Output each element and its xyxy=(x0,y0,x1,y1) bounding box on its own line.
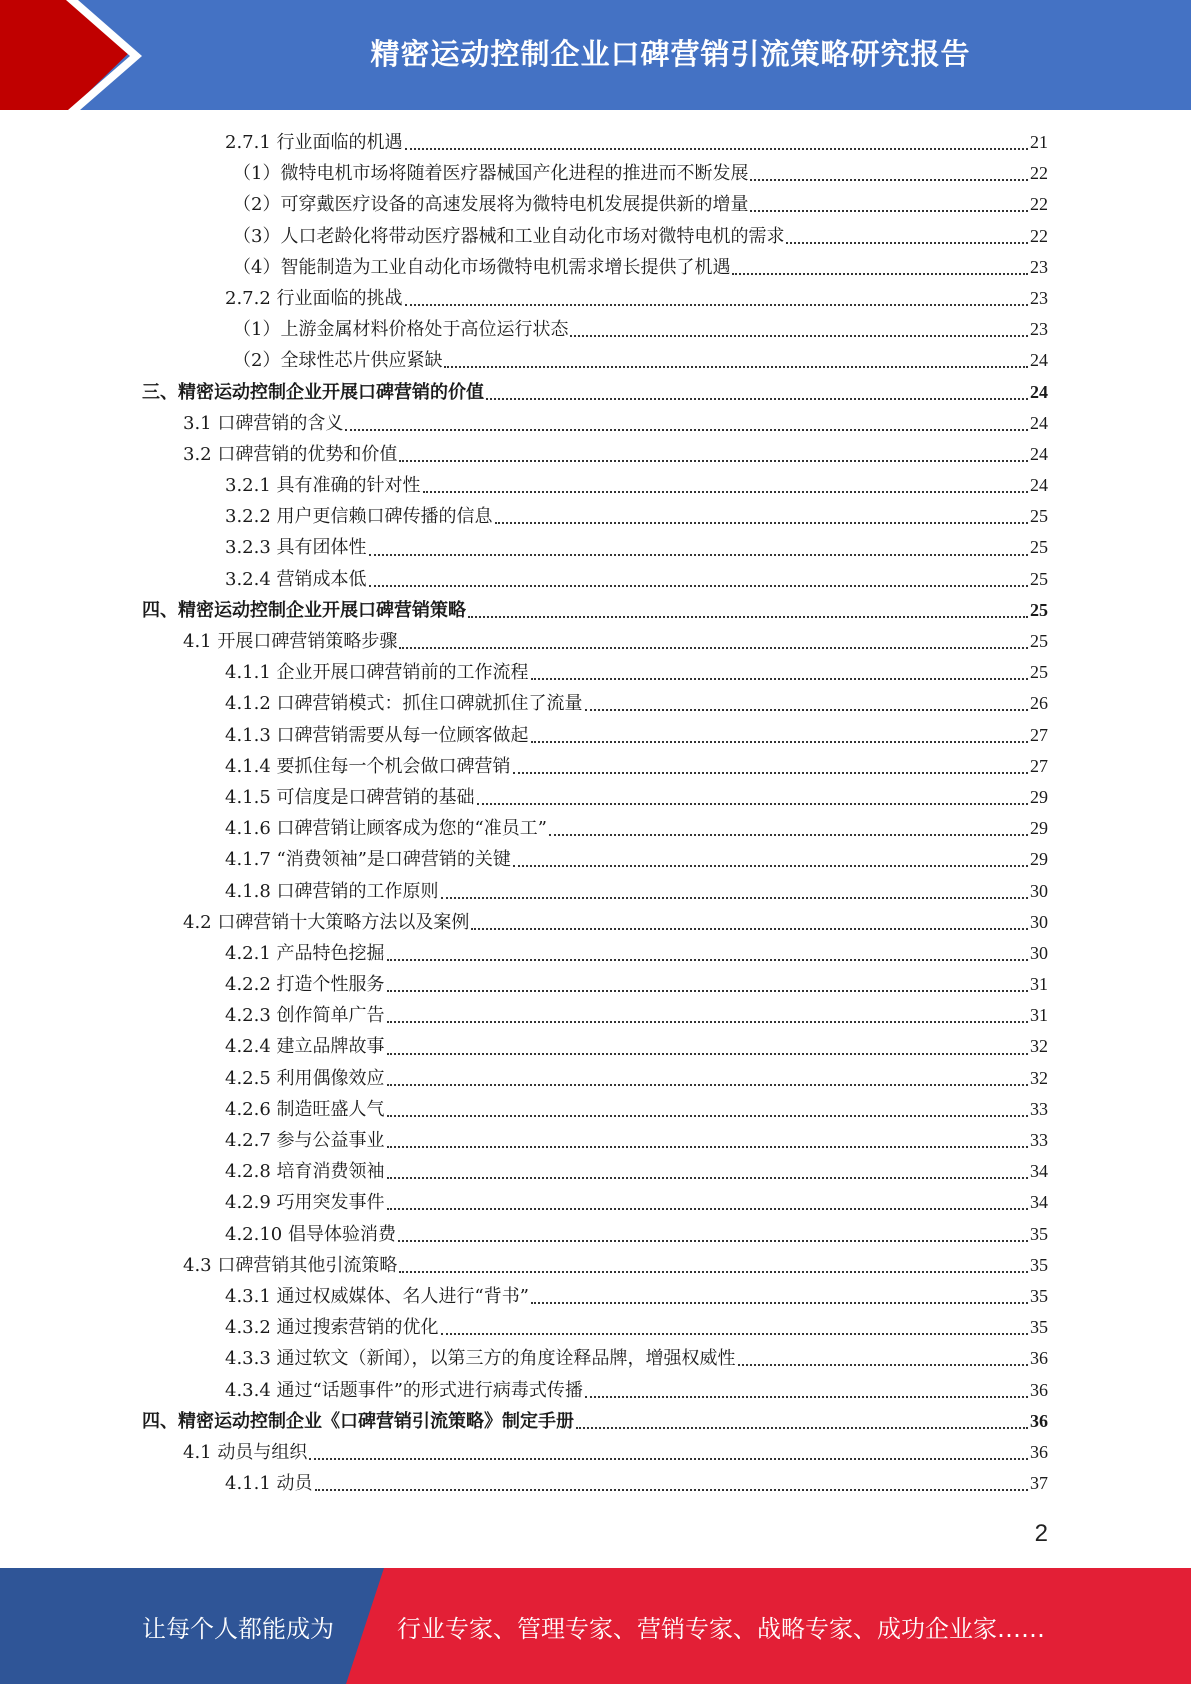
toc-entry[interactable] xyxy=(0,1343,1191,1374)
toc-dot-leader xyxy=(387,1145,1028,1148)
toc-entry-page: 32 xyxy=(1030,1067,1048,1088)
toc-entry-page: 36 xyxy=(1030,1348,1048,1369)
toc-dot-leader xyxy=(387,989,1028,992)
toc-dot-leader xyxy=(387,1052,1028,1055)
toc-entry-page: 37 xyxy=(1030,1473,1048,1494)
toc-dot-leader xyxy=(387,1176,1028,1179)
toc-entry-title: 3.2.3 具有团体性 xyxy=(225,537,367,559)
toc-dot-leader xyxy=(398,1239,1028,1242)
toc-dot-leader xyxy=(423,490,1028,493)
toc-entry-page: 31 xyxy=(1030,974,1048,995)
toc-entry-page: 25 xyxy=(1030,662,1048,683)
toc-entry-page: 30 xyxy=(1030,911,1048,932)
toc-entry[interactable] xyxy=(0,1375,1191,1406)
toc-entry[interactable] xyxy=(0,221,1191,252)
toc-dot-leader xyxy=(405,303,1028,306)
toc-dot-leader xyxy=(309,1457,1028,1460)
toc-dot-leader xyxy=(786,241,1028,244)
toc-entry-title: 4.2.10 倡导体验消费 xyxy=(225,1223,396,1245)
toc-entry-page: 33 xyxy=(1030,1130,1048,1150)
toc-entry-title: （3）人口老龄化将带动医疗器械和工业自动化市场对微特电机的需求 xyxy=(233,225,785,247)
toc-entry-title: 4.2.5 利用偶像效应 xyxy=(225,1067,385,1089)
toc-entry[interactable] xyxy=(0,1094,1191,1125)
footer-slogan-left: 让每个人都能成为 xyxy=(142,1614,334,1643)
toc-entry-page: 23 xyxy=(1030,256,1048,277)
toc-entry[interactable] xyxy=(0,813,1191,844)
toc-dot-leader xyxy=(732,272,1028,275)
toc-entry[interactable] xyxy=(0,595,1191,626)
toc-dot-leader xyxy=(387,1114,1028,1117)
toc-entry[interactable] xyxy=(0,1125,1191,1156)
header-chevron-decoration xyxy=(0,0,160,110)
toc-entry-page: 25 xyxy=(1030,631,1048,651)
toc-entry-page: 29 xyxy=(1030,786,1048,807)
footer-slogan-right: 行业专家、管理专家、营销专家、战略专家、成功企业家…… xyxy=(397,1614,1045,1643)
toc-entry-page: 29 xyxy=(1030,818,1048,839)
toc-entry-title: 四、精密运动控制企业《口碑营销引流策略》制定手册 xyxy=(142,1410,574,1432)
toc-entry-title: 4.1.6 口碑营销让顾客成为您的“准员工” xyxy=(225,818,547,840)
toc-entry[interactable] xyxy=(0,189,1191,220)
toc-entry-title: 4.2.4 建立品牌故事 xyxy=(225,1036,385,1058)
toc-dot-leader xyxy=(369,584,1028,587)
toc-entry[interactable] xyxy=(0,564,1191,595)
toc-dot-leader xyxy=(585,1395,1028,1398)
toc-entry-title: 3.2.1 具有准确的针对性 xyxy=(225,475,421,497)
toc-dot-leader xyxy=(738,1363,1028,1366)
toc-entry-page: 35 xyxy=(1030,1317,1048,1338)
toc-entry[interactable] xyxy=(0,626,1191,657)
toc-entry-title: （1）微特电机市场将随着医疗器械国产化进程的推进而不断发展 xyxy=(233,163,749,185)
toc-entry[interactable] xyxy=(0,1000,1191,1031)
toc-entry-page: 35 xyxy=(1030,1223,1048,1244)
toc-entry-title: （2）可穿戴医疗设备的高速发展将为微特电机发展提供新的增量 xyxy=(233,194,749,216)
toc-entry-page: 22 xyxy=(1030,163,1048,184)
toc-entry[interactable] xyxy=(0,158,1191,189)
toc-entry[interactable] xyxy=(0,501,1191,532)
toc-dot-leader xyxy=(399,459,1028,462)
toc-entry-title: （2）全球性芯片供应紧缺 xyxy=(233,350,443,372)
toc-entry-page: 24 xyxy=(1030,412,1048,433)
toc-entry-title: 4.3.4 通过“话题事件”的形式进行病毒式传播 xyxy=(225,1379,583,1401)
toc-entry[interactable] xyxy=(0,532,1191,563)
toc-entry-title: 4.2.2 打造个性服务 xyxy=(225,974,385,996)
toc-entry[interactable] xyxy=(0,314,1191,345)
toc-entry-title: 4.2.9 巧用突发事件 xyxy=(225,1192,385,1214)
toc-dot-leader xyxy=(570,334,1028,337)
toc-entry-title: 2.7.2 行业面临的挑战 xyxy=(225,287,403,309)
toc-entry[interactable] xyxy=(0,1156,1191,1187)
toc-entry-page: 25 xyxy=(1030,537,1048,558)
toc-entry-page: 25 xyxy=(1030,506,1048,527)
toc-entry[interactable] xyxy=(0,782,1191,813)
toc-entry-page: 23 xyxy=(1030,287,1048,308)
toc-entry[interactable] xyxy=(0,876,1191,907)
toc-entry[interactable] xyxy=(0,439,1191,470)
toc-entry-title: 4.2 口碑营销十大策略方法以及案例 xyxy=(183,911,470,933)
toc-dot-leader xyxy=(495,521,1028,524)
toc-entry-page: 35 xyxy=(1030,1254,1048,1275)
toc-entry[interactable] xyxy=(0,720,1191,751)
toc-dot-leader xyxy=(387,1207,1028,1210)
toc-entry[interactable] xyxy=(0,345,1191,376)
toc-dot-leader xyxy=(531,1301,1028,1304)
toc-entry[interactable] xyxy=(0,938,1191,969)
toc-entry-title: 4.2.6 制造旺盛人气 xyxy=(225,1098,385,1120)
toc-entry-page: 33 xyxy=(1030,1098,1048,1119)
toc-entry[interactable] xyxy=(0,751,1191,782)
toc-entry-title: 4.3.2 通过搜索营销的优化 xyxy=(225,1317,439,1339)
toc-dot-leader xyxy=(444,365,1028,368)
toc-dot-leader xyxy=(387,958,1028,961)
toc-entry[interactable] xyxy=(0,844,1191,875)
toc-dot-leader xyxy=(513,864,1028,867)
toc-entry-page: 34 xyxy=(1030,1161,1048,1182)
toc-entry[interactable] xyxy=(0,1281,1191,1312)
table-of-contents xyxy=(0,127,1191,1499)
toc-entry-title: 4.1.7 “消费领袖”是口碑营销的关键 xyxy=(225,849,511,871)
toc-entry-page: 24 xyxy=(1030,350,1048,371)
toc-entry[interactable] xyxy=(0,127,1191,158)
toc-entry-title: 4.3.1 通过权威媒体、名人进行“背书” xyxy=(225,1285,529,1307)
toc-entry-page: 27 xyxy=(1030,755,1048,776)
header-title: 精密运动控制企业口碑营销引流策略研究报告 xyxy=(370,36,971,71)
toc-entry[interactable] xyxy=(0,470,1191,501)
toc-entry[interactable] xyxy=(0,907,1191,938)
toc-dot-leader xyxy=(531,740,1028,743)
toc-dot-leader xyxy=(576,1426,1028,1429)
toc-entry-page: 22 xyxy=(1030,225,1048,246)
toc-entry[interactable] xyxy=(0,283,1191,314)
toc-entry-page: 35 xyxy=(1030,1285,1048,1306)
toc-entry[interactable] xyxy=(0,1312,1191,1343)
toc-entry[interactable] xyxy=(0,1063,1191,1094)
toc-entry-page: 25 xyxy=(1030,568,1048,589)
toc-dot-leader xyxy=(513,771,1028,774)
toc-entry[interactable] xyxy=(0,1406,1191,1437)
toc-dot-leader xyxy=(441,896,1028,899)
toc-entry-page: 25 xyxy=(1030,599,1048,620)
toc-entry-title: 3.2.4 营销成本低 xyxy=(225,568,367,590)
toc-entry[interactable] xyxy=(0,1187,1191,1218)
toc-entry-page: 30 xyxy=(1030,880,1048,901)
toc-entry-page: 32 xyxy=(1030,1036,1048,1057)
toc-entry-title: 4.1.8 口碑营销的工作原则 xyxy=(225,880,439,902)
toc-dot-leader xyxy=(471,927,1028,930)
toc-entry-title: （4）智能制造为工业自动化市场微特电机需求增长提供了机遇 xyxy=(233,256,731,278)
toc-entry-title: 4.2.1 产品特色挖掘 xyxy=(225,942,385,964)
toc-entry-title: 三、精密运动控制企业开展口碑营销的价值 xyxy=(142,381,484,403)
toc-entry-title: 4.1.4 要抓住每一个机会做口碑营销 xyxy=(225,755,511,777)
toc-entry[interactable] xyxy=(0,688,1191,719)
toc-entry[interactable] xyxy=(0,1250,1191,1281)
toc-dot-leader xyxy=(486,397,1028,400)
toc-entry-title: 3.1 口碑营销的含义 xyxy=(183,412,344,434)
toc-dot-leader xyxy=(399,646,1028,649)
toc-entry-page: 24 xyxy=(1030,475,1048,496)
toc-entry[interactable] xyxy=(0,657,1191,688)
toc-entry-title: 4.3.3 通过软文（新闻），以第三方的角度诠释品牌，增强权威性 xyxy=(225,1348,736,1370)
toc-entry-page: 27 xyxy=(1030,724,1048,745)
toc-dot-leader xyxy=(441,1332,1028,1335)
toc-entry[interactable] xyxy=(0,1468,1191,1499)
toc-entry-title: 3.2.2 用户更信赖口碑传播的信息 xyxy=(225,506,493,528)
toc-dot-leader xyxy=(405,147,1028,150)
toc-entry-title: 4.1.1 企业开展口碑营销前的工作流程 xyxy=(225,662,529,684)
toc-entry-page: 31 xyxy=(1030,1005,1048,1026)
toc-dot-leader xyxy=(585,708,1028,711)
toc-entry-title: 4.3 口碑营销其他引流策略 xyxy=(183,1254,398,1276)
toc-entry-page: 29 xyxy=(1030,849,1048,870)
toc-dot-leader xyxy=(387,1083,1028,1086)
toc-entry[interactable] xyxy=(0,969,1191,1000)
toc-entry-page: 26 xyxy=(1030,693,1048,714)
toc-entry-title: 4.1.5 可信度是口碑营销的基础 xyxy=(225,786,475,808)
toc-entry-title: 4.2.8 培育消费领袖 xyxy=(225,1161,385,1183)
toc-entry-page: 36 xyxy=(1030,1379,1048,1400)
toc-entry[interactable] xyxy=(0,1031,1191,1062)
toc-dot-leader xyxy=(345,428,1028,431)
toc-entry-page: 34 xyxy=(1030,1192,1048,1213)
toc-entry-page: 23 xyxy=(1030,319,1048,340)
toc-entry[interactable] xyxy=(0,252,1191,283)
page-number: 2 xyxy=(1034,1520,1048,1547)
toc-entry-title: 4.2.3 创作简单广告 xyxy=(225,1005,385,1027)
toc-dot-leader xyxy=(399,1270,1028,1273)
toc-dot-leader xyxy=(477,802,1028,805)
toc-dot-leader xyxy=(369,553,1028,556)
page-header xyxy=(0,0,1191,110)
toc-dot-leader xyxy=(387,1020,1028,1023)
toc-entry[interactable] xyxy=(0,408,1191,439)
toc-entry-page: 22 xyxy=(1030,194,1048,215)
toc-dot-leader xyxy=(750,178,1028,181)
toc-entry-page: 24 xyxy=(1030,443,1048,464)
toc-entry-title: 四、精密运动控制企业开展口碑营销策略 xyxy=(142,599,466,621)
toc-entry-title: 3.2 口碑营销的优势和价值 xyxy=(183,443,398,465)
toc-dot-leader xyxy=(750,209,1028,212)
toc-entry-title: 4.1.3 口碑营销需要从每一位顾客做起 xyxy=(225,724,529,746)
toc-dot-leader xyxy=(315,1488,1028,1491)
page-footer xyxy=(0,1568,1191,1684)
toc-entry-page: 21 xyxy=(1030,132,1048,152)
toc-entry-title: 2.7.1 行业面临的机遇 xyxy=(225,132,403,153)
toc-entry-title: 4.1 动员与组织 xyxy=(183,1441,308,1463)
toc-entry-title: 4.2.7 参与公益事业 xyxy=(225,1130,385,1151)
toc-entry[interactable] xyxy=(0,377,1191,408)
toc-entry[interactable] xyxy=(0,1437,1191,1468)
toc-entry[interactable] xyxy=(0,1219,1191,1250)
toc-entry-title: （1）上游金属材料价格处于高位运行状态 xyxy=(233,319,569,341)
toc-dot-leader xyxy=(468,615,1028,618)
toc-entry-title: 4.1.2 口碑营销模式：抓住口碑就抓住了流量 xyxy=(225,693,583,715)
toc-entry-title: 4.1.1 动员 xyxy=(225,1473,313,1495)
toc-entry-page: 30 xyxy=(1030,942,1048,963)
toc-entry-page: 24 xyxy=(1030,381,1048,402)
toc-entry-title: 4.1 开展口碑营销策略步骤 xyxy=(183,631,398,652)
toc-entry-page: 36 xyxy=(1030,1441,1048,1462)
toc-entry-page: 36 xyxy=(1030,1410,1048,1431)
toc-dot-leader xyxy=(531,677,1028,680)
toc-dot-leader xyxy=(549,833,1028,836)
